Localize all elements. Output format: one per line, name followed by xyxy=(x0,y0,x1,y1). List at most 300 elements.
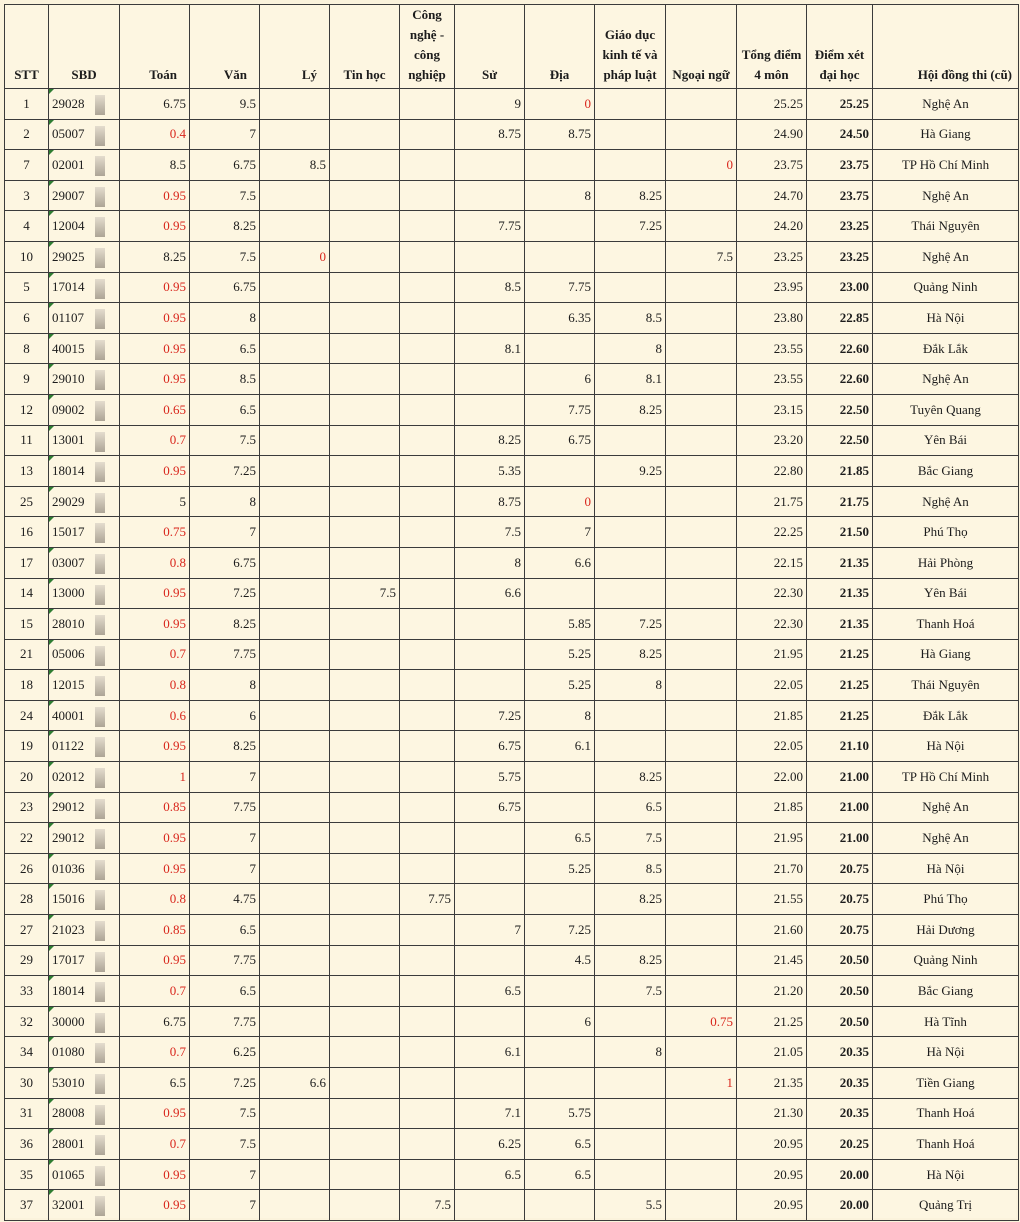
cell-stt[interactable]: 32 xyxy=(5,1006,49,1037)
cell-sbd[interactable] xyxy=(49,792,120,823)
cell-ly[interactable] xyxy=(260,425,330,456)
cell-gdkt[interactable] xyxy=(595,578,666,609)
cell-toan[interactable]: 0.6 xyxy=(120,700,190,731)
cell-tinhoc[interactable] xyxy=(330,731,400,762)
table-row[interactable] xyxy=(5,1006,1019,1037)
cell-ly[interactable] xyxy=(260,823,330,854)
cell-tinhoc[interactable] xyxy=(330,517,400,548)
cell-sbd[interactable] xyxy=(49,89,120,120)
cell-ly[interactable]: 6.6 xyxy=(260,1068,330,1099)
cell-ngoaingu[interactable] xyxy=(666,792,737,823)
cell-van[interactable]: 7 xyxy=(190,1190,260,1221)
cell-congnghe[interactable] xyxy=(400,1006,455,1037)
cell-tong[interactable]: 22.30 xyxy=(737,578,807,609)
cell-ly[interactable] xyxy=(260,394,330,425)
cell-hoidong[interactable]: Tiền Giang xyxy=(873,1068,1019,1099)
cell-van[interactable]: 6.5 xyxy=(190,915,260,946)
cell-sbd[interactable] xyxy=(49,639,120,670)
cell-toan[interactable]: 0.95 xyxy=(120,853,190,884)
cell-sbd[interactable] xyxy=(49,1098,120,1129)
cell-stt[interactable]: 6 xyxy=(5,303,49,334)
cell-ly[interactable] xyxy=(260,211,330,242)
cell-ly[interactable] xyxy=(260,1159,330,1190)
cell-diemxet[interactable]: 20.75 xyxy=(807,853,873,884)
cell-tinhoc[interactable] xyxy=(330,364,400,395)
cell-gdkt[interactable] xyxy=(595,119,666,150)
header-gdkt-pl[interactable]: Giáo dục kinh tế và pháp luật xyxy=(595,5,666,89)
cell-su[interactable] xyxy=(455,639,525,670)
cell-ly[interactable] xyxy=(260,486,330,517)
cell-ly[interactable] xyxy=(260,792,330,823)
cell-tong[interactable]: 23.75 xyxy=(737,150,807,181)
cell-tong[interactable]: 20.95 xyxy=(737,1159,807,1190)
header-cong-nghe[interactable]: Công nghệ - công nghiệp xyxy=(400,5,455,89)
cell-tong[interactable]: 21.60 xyxy=(737,915,807,946)
cell-su[interactable]: 8.75 xyxy=(455,119,525,150)
cell-sbd[interactable] xyxy=(49,364,120,395)
cell-stt[interactable]: 30 xyxy=(5,1068,49,1099)
cell-su[interactable] xyxy=(455,823,525,854)
cell-hoidong[interactable]: Bắc Giang xyxy=(873,456,1019,487)
cell-dia[interactable]: 0 xyxy=(525,486,595,517)
cell-sbd[interactable] xyxy=(49,303,120,334)
cell-gdkt[interactable] xyxy=(595,1159,666,1190)
cell-diemxet[interactable]: 21.25 xyxy=(807,700,873,731)
cell-tong[interactable]: 23.80 xyxy=(737,303,807,334)
cell-sbd[interactable] xyxy=(49,211,120,242)
cell-van[interactable]: 8.25 xyxy=(190,731,260,762)
cell-sbd[interactable] xyxy=(49,1190,120,1221)
cell-ngoaingu[interactable]: 0 xyxy=(666,150,737,181)
table-row[interactable] xyxy=(5,547,1019,578)
cell-gdkt[interactable] xyxy=(595,1068,666,1099)
cell-stt[interactable]: 28 xyxy=(5,884,49,915)
cell-su[interactable]: 6.5 xyxy=(455,1159,525,1190)
cell-su[interactable]: 7 xyxy=(455,915,525,946)
cell-tong[interactable]: 20.95 xyxy=(737,1190,807,1221)
cell-sbd[interactable] xyxy=(49,609,120,640)
cell-dia[interactable] xyxy=(525,1068,595,1099)
cell-congnghe[interactable] xyxy=(400,823,455,854)
cell-su[interactable] xyxy=(455,1068,525,1099)
cell-congnghe[interactable] xyxy=(400,180,455,211)
cell-hoidong[interactable]: Thanh Hoá xyxy=(873,1098,1019,1129)
cell-gdkt[interactable] xyxy=(595,517,666,548)
cell-ly[interactable] xyxy=(260,700,330,731)
cell-van[interactable]: 4.75 xyxy=(190,884,260,915)
cell-tinhoc[interactable] xyxy=(330,884,400,915)
cell-ly[interactable] xyxy=(260,609,330,640)
cell-sbd[interactable] xyxy=(49,333,120,364)
cell-tinhoc[interactable] xyxy=(330,241,400,272)
cell-sbd[interactable] xyxy=(49,456,120,487)
cell-congnghe[interactable] xyxy=(400,1098,455,1129)
table-row[interactable] xyxy=(5,639,1019,670)
cell-diemxet[interactable]: 20.35 xyxy=(807,1068,873,1099)
table-row[interactable] xyxy=(5,303,1019,334)
cell-tong[interactable]: 25.25 xyxy=(737,89,807,120)
cell-su[interactable]: 6.75 xyxy=(455,792,525,823)
table-row[interactable] xyxy=(5,1037,1019,1068)
cell-tinhoc[interactable] xyxy=(330,1159,400,1190)
table-row[interactable] xyxy=(5,394,1019,425)
cell-ly[interactable]: 0 xyxy=(260,241,330,272)
cell-su[interactable]: 5.75 xyxy=(455,762,525,793)
cell-toan[interactable]: 0.95 xyxy=(120,333,190,364)
table-row[interactable] xyxy=(5,211,1019,242)
cell-tinhoc[interactable] xyxy=(330,670,400,701)
cell-tong[interactable]: 23.25 xyxy=(737,241,807,272)
header-stt[interactable]: STT xyxy=(5,5,49,89)
cell-su[interactable]: 6.25 xyxy=(455,1129,525,1160)
cell-tinhoc[interactable] xyxy=(330,792,400,823)
cell-tinhoc[interactable] xyxy=(330,915,400,946)
cell-hoidong[interactable]: Nghệ An xyxy=(873,486,1019,517)
cell-su[interactable]: 6.6 xyxy=(455,578,525,609)
cell-tong[interactable]: 22.25 xyxy=(737,517,807,548)
cell-su[interactable] xyxy=(455,1190,525,1221)
cell-dia[interactable] xyxy=(525,333,595,364)
cell-hoidong[interactable]: Quảng Trị xyxy=(873,1190,1019,1221)
cell-toan[interactable]: 0.95 xyxy=(120,303,190,334)
table-row[interactable] xyxy=(5,180,1019,211)
cell-diemxet[interactable]: 24.50 xyxy=(807,119,873,150)
cell-van[interactable]: 6.5 xyxy=(190,394,260,425)
cell-ngoaingu[interactable] xyxy=(666,639,737,670)
cell-tong[interactable]: 23.55 xyxy=(737,333,807,364)
cell-su[interactable] xyxy=(455,303,525,334)
cell-hoidong[interactable]: Thái Nguyên xyxy=(873,670,1019,701)
cell-congnghe[interactable] xyxy=(400,303,455,334)
header-dia[interactable]: Địa xyxy=(525,5,595,89)
cell-ngoaingu[interactable] xyxy=(666,1190,737,1221)
table-row[interactable] xyxy=(5,89,1019,120)
cell-hoidong[interactable]: Đắk Lắk xyxy=(873,700,1019,731)
cell-toan[interactable]: 0.7 xyxy=(120,1037,190,1068)
cell-hoidong[interactable]: Hải Dương xyxy=(873,915,1019,946)
cell-tinhoc[interactable] xyxy=(330,609,400,640)
cell-su[interactable]: 8.75 xyxy=(455,486,525,517)
cell-su[interactable] xyxy=(455,945,525,976)
cell-tinhoc[interactable] xyxy=(330,1098,400,1129)
cell-diemxet[interactable]: 20.35 xyxy=(807,1037,873,1068)
cell-diemxet[interactable]: 21.75 xyxy=(807,486,873,517)
cell-su[interactable] xyxy=(455,241,525,272)
cell-toan[interactable]: 1 xyxy=(120,762,190,793)
cell-stt[interactable]: 31 xyxy=(5,1098,49,1129)
cell-tinhoc[interactable] xyxy=(330,150,400,181)
cell-van[interactable]: 6.75 xyxy=(190,150,260,181)
cell-van[interactable]: 6.75 xyxy=(190,272,260,303)
cell-congnghe[interactable] xyxy=(400,241,455,272)
cell-dia[interactable]: 7.75 xyxy=(525,272,595,303)
cell-ly[interactable] xyxy=(260,119,330,150)
cell-van[interactable]: 7 xyxy=(190,823,260,854)
cell-ngoaingu[interactable] xyxy=(666,670,737,701)
table-row[interactable] xyxy=(5,333,1019,364)
cell-dia[interactable]: 6.1 xyxy=(525,731,595,762)
table-row[interactable] xyxy=(5,578,1019,609)
cell-hoidong[interactable]: Thái Nguyên xyxy=(873,211,1019,242)
cell-tong[interactable]: 24.70 xyxy=(737,180,807,211)
cell-hoidong[interactable]: Hà Nội xyxy=(873,1037,1019,1068)
table-row[interactable] xyxy=(5,119,1019,150)
cell-stt[interactable]: 26 xyxy=(5,853,49,884)
cell-diemxet[interactable]: 22.60 xyxy=(807,333,873,364)
cell-diemxet[interactable]: 23.75 xyxy=(807,150,873,181)
cell-stt[interactable]: 8 xyxy=(5,333,49,364)
cell-ly[interactable] xyxy=(260,180,330,211)
cell-congnghe[interactable] xyxy=(400,853,455,884)
cell-hoidong[interactable]: Quảng Ninh xyxy=(873,945,1019,976)
cell-tinhoc[interactable] xyxy=(330,1068,400,1099)
table-row[interactable] xyxy=(5,150,1019,181)
cell-congnghe[interactable] xyxy=(400,486,455,517)
cell-stt[interactable]: 27 xyxy=(5,915,49,946)
cell-dia[interactable] xyxy=(525,211,595,242)
cell-toan[interactable]: 0.7 xyxy=(120,639,190,670)
cell-tinhoc[interactable] xyxy=(330,762,400,793)
cell-diemxet[interactable]: 20.00 xyxy=(807,1190,873,1221)
cell-dia[interactable] xyxy=(525,241,595,272)
cell-dia[interactable]: 6.35 xyxy=(525,303,595,334)
cell-congnghe[interactable] xyxy=(400,578,455,609)
cell-diemxet[interactable]: 20.75 xyxy=(807,915,873,946)
cell-stt[interactable]: 17 xyxy=(5,547,49,578)
cell-congnghe[interactable] xyxy=(400,517,455,548)
cell-gdkt[interactable] xyxy=(595,731,666,762)
cell-dia[interactable]: 6.5 xyxy=(525,823,595,854)
cell-toan[interactable]: 0.8 xyxy=(120,670,190,701)
cell-dia[interactable]: 8 xyxy=(525,180,595,211)
cell-diemxet[interactable]: 25.25 xyxy=(807,89,873,120)
cell-dia[interactable]: 6 xyxy=(525,364,595,395)
cell-congnghe[interactable] xyxy=(400,89,455,120)
cell-ly[interactable]: 8.5 xyxy=(260,150,330,181)
cell-sbd[interactable] xyxy=(49,1037,120,1068)
cell-gdkt[interactable] xyxy=(595,486,666,517)
cell-hoidong[interactable]: Hà Nội xyxy=(873,731,1019,762)
cell-tong[interactable]: 22.05 xyxy=(737,670,807,701)
cell-congnghe[interactable] xyxy=(400,150,455,181)
header-su[interactable]: Sử xyxy=(455,5,525,89)
cell-toan[interactable]: 0.95 xyxy=(120,945,190,976)
cell-tinhoc[interactable] xyxy=(330,89,400,120)
cell-dia[interactable]: 7 xyxy=(525,517,595,548)
cell-tong[interactable]: 21.95 xyxy=(737,639,807,670)
cell-van[interactable]: 7 xyxy=(190,853,260,884)
cell-ly[interactable] xyxy=(260,1190,330,1221)
cell-gdkt[interactable]: 8 xyxy=(595,1037,666,1068)
cell-diemxet[interactable]: 22.60 xyxy=(807,364,873,395)
cell-tong[interactable]: 21.75 xyxy=(737,486,807,517)
cell-van[interactable]: 7 xyxy=(190,762,260,793)
cell-ly[interactable] xyxy=(260,945,330,976)
table-row[interactable] xyxy=(5,425,1019,456)
cell-diemxet[interactable]: 21.35 xyxy=(807,578,873,609)
cell-toan[interactable]: 0.95 xyxy=(120,272,190,303)
cell-tong[interactable]: 21.85 xyxy=(737,792,807,823)
cell-congnghe[interactable] xyxy=(400,1159,455,1190)
cell-toan[interactable]: 0.95 xyxy=(120,211,190,242)
table-row[interactable] xyxy=(5,1098,1019,1129)
cell-dia[interactable]: 5.75 xyxy=(525,1098,595,1129)
cell-su[interactable] xyxy=(455,670,525,701)
table-row[interactable] xyxy=(5,517,1019,548)
cell-ngoaingu[interactable] xyxy=(666,976,737,1007)
cell-su[interactable] xyxy=(455,609,525,640)
cell-ly[interactable] xyxy=(260,884,330,915)
cell-hoidong[interactable]: Phú Thọ xyxy=(873,517,1019,548)
cell-van[interactable]: 7.75 xyxy=(190,639,260,670)
cell-diemxet[interactable]: 23.25 xyxy=(807,241,873,272)
cell-ngoaingu[interactable] xyxy=(666,731,737,762)
cell-congnghe[interactable] xyxy=(400,1068,455,1099)
cell-tong[interactable]: 21.20 xyxy=(737,976,807,1007)
cell-dia[interactable] xyxy=(525,1037,595,1068)
cell-ngoaingu[interactable] xyxy=(666,578,737,609)
cell-van[interactable]: 7.5 xyxy=(190,425,260,456)
cell-sbd[interactable] xyxy=(49,976,120,1007)
table-row[interactable] xyxy=(5,884,1019,915)
cell-stt[interactable]: 33 xyxy=(5,976,49,1007)
cell-stt[interactable]: 24 xyxy=(5,700,49,731)
cell-gdkt[interactable]: 8.25 xyxy=(595,884,666,915)
cell-dia[interactable]: 6 xyxy=(525,1006,595,1037)
table-row[interactable] xyxy=(5,364,1019,395)
cell-tong[interactable]: 21.45 xyxy=(737,945,807,976)
cell-su[interactable]: 7.75 xyxy=(455,211,525,242)
cell-ngoaingu[interactable] xyxy=(666,119,737,150)
cell-ly[interactable] xyxy=(260,272,330,303)
cell-van[interactable]: 9.5 xyxy=(190,89,260,120)
cell-van[interactable]: 7.5 xyxy=(190,1098,260,1129)
cell-congnghe[interactable] xyxy=(400,394,455,425)
cell-gdkt[interactable]: 8.25 xyxy=(595,945,666,976)
cell-su[interactable] xyxy=(455,853,525,884)
header-sbd[interactable]: SBD xyxy=(49,5,120,89)
cell-sbd[interactable] xyxy=(49,884,120,915)
cell-van[interactable]: 7.75 xyxy=(190,945,260,976)
cell-dia[interactable]: 4.5 xyxy=(525,945,595,976)
cell-ly[interactable] xyxy=(260,915,330,946)
cell-ly[interactable] xyxy=(260,89,330,120)
cell-van[interactable]: 7.5 xyxy=(190,1129,260,1160)
cell-dia[interactable]: 8.75 xyxy=(525,119,595,150)
cell-diemxet[interactable]: 22.50 xyxy=(807,394,873,425)
cell-gdkt[interactable] xyxy=(595,150,666,181)
cell-toan[interactable]: 0.95 xyxy=(120,731,190,762)
cell-dia[interactable]: 5.85 xyxy=(525,609,595,640)
cell-sbd[interactable] xyxy=(49,119,120,150)
cell-congnghe[interactable] xyxy=(400,670,455,701)
cell-toan[interactable]: 6.75 xyxy=(120,89,190,120)
cell-diemxet[interactable]: 21.50 xyxy=(807,517,873,548)
table-row[interactable] xyxy=(5,945,1019,976)
cell-toan[interactable]: 6.75 xyxy=(120,1006,190,1037)
cell-van[interactable]: 7.5 xyxy=(190,180,260,211)
header-ngoai-ngu[interactable]: Ngoại ngữ xyxy=(666,5,737,89)
cell-tong[interactable]: 21.55 xyxy=(737,884,807,915)
cell-ly[interactable] xyxy=(260,364,330,395)
cell-congnghe[interactable] xyxy=(400,762,455,793)
cell-dia[interactable] xyxy=(525,762,595,793)
cell-stt[interactable]: 5 xyxy=(5,272,49,303)
cell-ngoaingu[interactable] xyxy=(666,884,737,915)
cell-stt[interactable]: 19 xyxy=(5,731,49,762)
cell-hoidong[interactable]: Hà Nội xyxy=(873,1159,1019,1190)
cell-toan[interactable]: 0.95 xyxy=(120,1098,190,1129)
cell-ngoaingu[interactable] xyxy=(666,180,737,211)
table-row[interactable] xyxy=(5,241,1019,272)
cell-van[interactable]: 6.5 xyxy=(190,976,260,1007)
cell-gdkt[interactable]: 8.25 xyxy=(595,639,666,670)
cell-gdkt[interactable] xyxy=(595,272,666,303)
cell-ngoaingu[interactable] xyxy=(666,425,737,456)
table-row[interactable] xyxy=(5,792,1019,823)
cell-ngoaingu[interactable] xyxy=(666,1129,737,1160)
cell-sbd[interactable] xyxy=(49,670,120,701)
cell-hoidong[interactable]: Hà Tĩnh xyxy=(873,1006,1019,1037)
cell-dia[interactable]: 7.25 xyxy=(525,915,595,946)
cell-van[interactable]: 7.25 xyxy=(190,578,260,609)
table-row[interactable] xyxy=(5,823,1019,854)
cell-gdkt[interactable]: 9.25 xyxy=(595,456,666,487)
cell-tinhoc[interactable] xyxy=(330,303,400,334)
cell-toan[interactable]: 0.95 xyxy=(120,823,190,854)
cell-toan[interactable]: 0.7 xyxy=(120,425,190,456)
cell-ly[interactable] xyxy=(260,731,330,762)
cell-van[interactable]: 8 xyxy=(190,670,260,701)
cell-tinhoc[interactable] xyxy=(330,119,400,150)
cell-tong[interactable]: 22.05 xyxy=(737,731,807,762)
cell-stt[interactable]: 16 xyxy=(5,517,49,548)
cell-su[interactable] xyxy=(455,180,525,211)
cell-su[interactable] xyxy=(455,150,525,181)
cell-van[interactable]: 8 xyxy=(190,486,260,517)
cell-hoidong[interactable]: Yên Bái xyxy=(873,425,1019,456)
cell-tong[interactable]: 21.70 xyxy=(737,853,807,884)
cell-toan[interactable]: 8.25 xyxy=(120,241,190,272)
table-row[interactable] xyxy=(5,1159,1019,1190)
cell-dia[interactable] xyxy=(525,150,595,181)
cell-gdkt[interactable]: 7.5 xyxy=(595,976,666,1007)
cell-congnghe[interactable]: 7.5 xyxy=(400,1190,455,1221)
cell-su[interactable]: 8 xyxy=(455,547,525,578)
cell-ly[interactable] xyxy=(260,303,330,334)
cell-sbd[interactable] xyxy=(49,394,120,425)
cell-sbd[interactable] xyxy=(49,731,120,762)
cell-su[interactable]: 8.25 xyxy=(455,425,525,456)
cell-toan[interactable]: 0.95 xyxy=(120,578,190,609)
cell-diemxet[interactable]: 20.25 xyxy=(807,1129,873,1160)
cell-ngoaingu[interactable]: 0.75 xyxy=(666,1006,737,1037)
cell-diemxet[interactable]: 21.00 xyxy=(807,823,873,854)
header-hoi-dong[interactable]: Hội đồng thi (cũ) xyxy=(873,5,1019,89)
cell-congnghe[interactable] xyxy=(400,915,455,946)
cell-ngoaingu[interactable] xyxy=(666,303,737,334)
cell-gdkt[interactable]: 7.5 xyxy=(595,823,666,854)
table-row[interactable] xyxy=(5,700,1019,731)
cell-gdkt[interactable]: 8.1 xyxy=(595,364,666,395)
cell-tong[interactable]: 22.80 xyxy=(737,456,807,487)
cell-stt[interactable]: 3 xyxy=(5,180,49,211)
cell-dia[interactable]: 5.25 xyxy=(525,670,595,701)
cell-ly[interactable] xyxy=(260,762,330,793)
cell-stt[interactable]: 21 xyxy=(5,639,49,670)
cell-congnghe[interactable] xyxy=(400,425,455,456)
cell-gdkt[interactable]: 5.5 xyxy=(595,1190,666,1221)
